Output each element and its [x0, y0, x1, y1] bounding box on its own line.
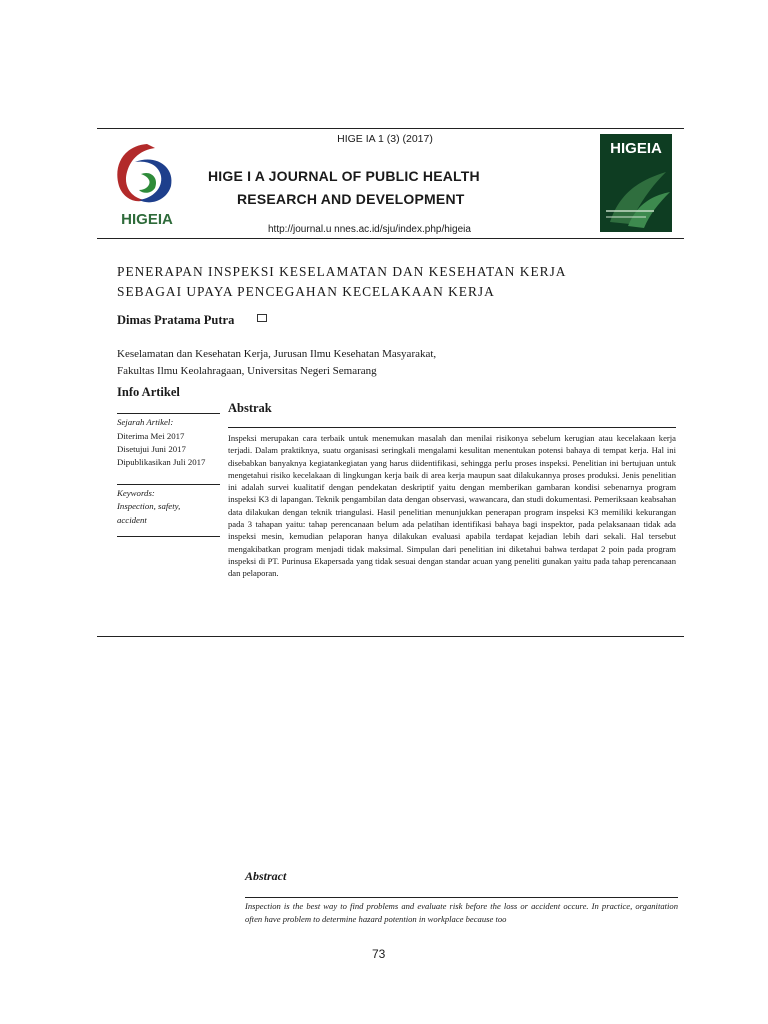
article-title-line2: SEBAGAI UPAYA PENCEGAHAN KECELAKAAN KERJA: [117, 284, 495, 299]
cover-title: HIGEIA: [610, 140, 662, 157]
cover-leaf-icon: [600, 162, 672, 232]
keywords-list: Inspection, safety, accident: [117, 501, 181, 525]
info-heading-rule: [117, 413, 220, 414]
header-bottom-rule: [97, 238, 684, 239]
info-history-rule: [117, 484, 220, 485]
article-title-line1: PENERAPAN INSPEKSI KESELAMATAN DAN KESEHATAN KERJA: [117, 264, 567, 279]
journal-url-link[interactable]: http://journal.u nnes.ac.id/sju/index.php/higeia: [268, 224, 471, 235]
logo-emblem-icon: [105, 140, 190, 230]
info-artikel-heading: Info Artikel: [117, 385, 180, 399]
info-keywords-rule: [117, 536, 220, 537]
author-name: Dimas Pratama Putra: [117, 313, 235, 327]
logo-text: HIGEIA: [121, 211, 173, 228]
keywords-label: Keywords:: [117, 488, 155, 498]
received-date: Diterima Mei 2017: [117, 431, 185, 441]
journal-title-line2: RESEARCH AND DEVELOPMENT: [237, 191, 465, 207]
higeia-logo: [105, 140, 190, 230]
page-number: 73: [372, 947, 386, 961]
history-label: Sejarah Artikel:: [117, 417, 174, 427]
affiliation-line1: Keselamatan dan Kesehatan Kerja, Jurusan Ilmu Kesehatan Masyarakat,: [117, 348, 437, 360]
journal-cover-image: [600, 134, 672, 232]
affiliation-line2: Fakultas Ilmu Keolahragaan, Universitas Negeri Semarang: [117, 365, 377, 377]
abstrak-body: Inspeksi merupakan cara terbaik untuk menemukan masalah dan menilai risikonya sebelum kerugian atau kecelakaan kerja terjadi. Dalam praktiknya, suatu organisasi seringkali mengalami kesulitan menentukan potensi bahaya di tempat kerja. Hal ini disebabkan banyaknya kegiatankegiatan yang harus diidentifikasi, sehingga perlu proses inspeksi. Penelitian ini bertujuan untuk mengetahui risiko kecelakaan di lingkungan kerja baik di area kerja maupun saat dilakukannya proses produksi. Jenis penelitian ini adalah survei kualitatif dengan pendekatan deskriptif yaitu dengan memberikan gambaran kondisi sebenarnya program inspeksi K3 di lapangan. Teknik pengambilan data dengan observasi, wawancara, dan studi dokumentasi. Pemeriksaan keabsahan data dilakukan dengan teknik triangulasi. Hasil penelitian menunjukkan penerapan program inspeksi K3 memiliki kekurangan pada 3 tahapan yaitu: tahap perencanaan belum ada pelatihan identifikasi bahaya bagi inspektor, pada pelaksanaan tidak ada inspeksi mesin, kemudian pelaporan hanya dilakukan evaluasi apabila terdapat kejadian lebih dari sekali. Hal tersebut mengakibatkan program menjadi tidak maksimal. Simpulan dari penelitian ini diketahui bahwa terdapat 2 poin pada program inspeksi di PT. Purinusa Ekapersada yang tidak sesuai dengan standar acuan yang peneliti gunakan yaitu pada tahap perencanaan dan pelaporan.: [228, 433, 676, 579]
published-date: Dipublikasikan Juli 2017: [117, 457, 206, 467]
article-title: [117, 262, 566, 302]
abstract-body: Inspection is the best way to find problems and evaluate risk before the loss or accident occure. In practice, organitation often have problem to determine hazard potention in workplace because too: [245, 901, 678, 924]
journal-title-line1: HIGE I A JOURNAL OF PUBLIC HEALTH: [208, 168, 480, 184]
abstrak-rule: [228, 427, 676, 428]
abstrak-heading: Abstrak: [228, 401, 272, 415]
journal-volume: HIGE IA 1 (3) (2017): [337, 133, 433, 145]
section-divider-rule: [97, 636, 684, 637]
abstract-rule: [245, 897, 678, 898]
envelope-icon[interactable]: [257, 314, 267, 322]
accepted-date: Disetujui Juni 2017: [117, 444, 186, 454]
header-top-rule: [97, 128, 684, 129]
abstract-heading: Abstract: [245, 869, 287, 883]
